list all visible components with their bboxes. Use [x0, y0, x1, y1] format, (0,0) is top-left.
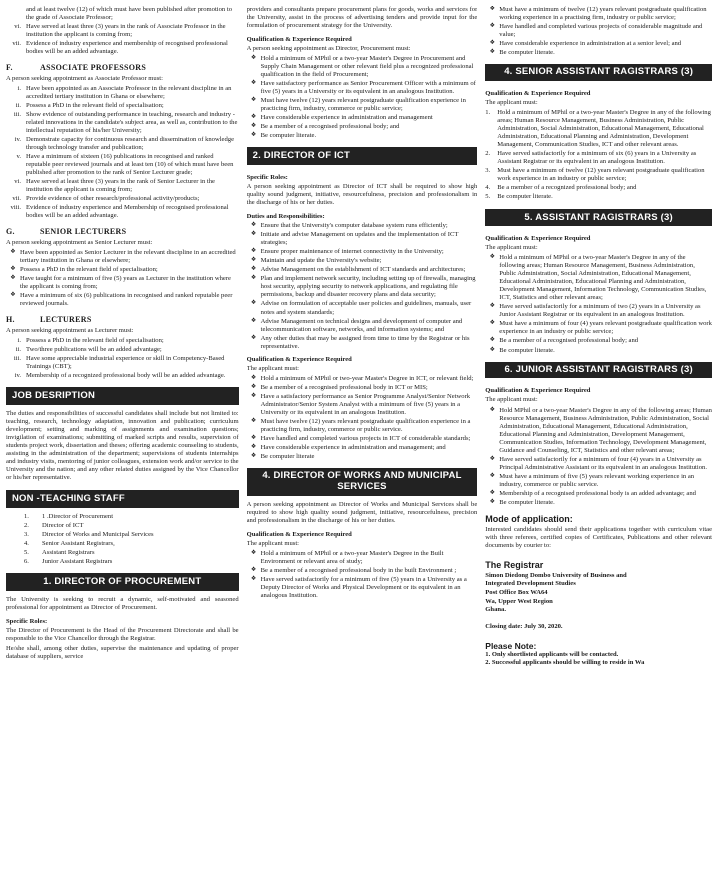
diamond-bullet-icon: ❖: [489, 303, 495, 310]
associate-professors-heading: F. ASSOCIATE PROFESSORS: [6, 63, 147, 73]
procurement-qualification-intro: A person seeking appointment as Director, Procurement must:: [246, 45, 411, 53]
diamond-bullet-icon: ❖: [10, 275, 16, 282]
list-item: ❖ Advise on formulation of acceptable user policies and guidelines, manuals, user notes and system standards;: [247, 300, 478, 316]
registrar-address-line: Post Office Box WA64: [485, 589, 548, 597]
works-qualification-continued: [485, 6, 712, 58]
diamond-bullet-icon: ❖: [10, 249, 16, 256]
procurement-roles-text-2: He/she shall, among other duties, supervise the maintenance and updating of proper database of suppliers, service: [6, 644, 239, 660]
jar-qualification-intro: The applicant must:: [485, 396, 538, 404]
list-item: ❖ Hold MPhil or a two-year Master's Degree in any of the following areas; Human Resource Management, Business Administration, Public Administration, Social Administration, Educational Management, Educational Administration, Educational Planning and Administration, Development Management, Communication Studies, Information Technology, Development Management, Guidance and Counseling, ICT, Statistics and other relevant areas;: [485, 407, 712, 455]
director-ict-banner: 2. DIRECTOR OF ICT: [247, 147, 478, 165]
note-line: 1. Only shortlisted applicants will be contacted.: [485, 651, 619, 659]
list-item: ❖ Advise Management on technical designs and development of computer and telecommunication software, networks, and information systems; and: [247, 318, 478, 334]
diamond-bullet-icon: ❖: [250, 453, 257, 460]
ar-qualification-list: [485, 254, 712, 355]
senior-intro: A person seeking appointment as Senior Lecturer must:: [6, 239, 153, 247]
non-teaching-list: [6, 513, 239, 567]
list-item: ❖ Have considerable experience in administration and management; and: [247, 444, 478, 452]
ict-duties-heading: Duties and Responsibilities:: [246, 213, 325, 221]
diamond-bullet-icon: ❖: [250, 374, 257, 381]
ar-qualification-intro: The applicant must:: [485, 244, 538, 252]
list-item: ❖ Maintain and update the University's website;: [247, 257, 478, 265]
diamond-bullet-icon: ❖: [250, 123, 257, 130]
list-item: iv. Demonstrate capacity for continuous research and dissemination of knowledge through technology transfer and publication;: [14, 136, 235, 152]
list-item: ❖ Hold a minimum of MPhil or a two-year Master's Degree in the Built Environment or relevant area of study;: [247, 550, 478, 566]
diamond-bullet-icon: ❖: [250, 392, 257, 399]
list-item: ii. Possess a PhD in the relevant field of specialisation;: [15, 102, 164, 110]
list-item: ii. Two/three publications will be an added advantage;: [15, 346, 162, 354]
diamond-bullet-icon: ❖: [489, 6, 495, 12]
diamond-bullet-icon: ❖: [250, 443, 257, 450]
list-item: ❖ Must have twelve (12) years relevant postgraduate qualification experience in a practicing firm, industry, commerce or public service.: [247, 418, 478, 434]
list-item: 3. Director of Works and Municipal Services: [24, 530, 154, 538]
note-line: 2. Successful applicants should be willing to reside in Wa: [485, 659, 645, 667]
list-item: ❖ Have served satisfactorily for a minimum of two (2) years in a University as Junior Assistant Registrar or its equivalent in an analogous Institution.: [485, 303, 712, 319]
list-item: ❖ Be computer literate.: [247, 132, 478, 140]
non-teaching-banner: NON -TEACHING STAFF: [6, 490, 239, 508]
diamond-bullet-icon: ❖: [250, 248, 257, 255]
sar-qualification-intro: The applicant must:: [485, 99, 538, 107]
diamond-bullet-icon: ❖: [489, 40, 495, 47]
list-item: ❖ Have satisfactory performance as Senior Procurement Officer with a minimum of five (5) years in a University or its equivalent in an analogous Institution.: [247, 80, 478, 96]
diamond-bullet-icon: ❖: [250, 222, 257, 229]
list-item: vi. Have served at least three (3) years in the rank of Associate Professor in the institution the applicant is coming from;: [14, 23, 226, 39]
list-item: ❖ Ensure proper maintenance of internet connectivity in the University;: [247, 248, 478, 256]
list-item: ❖ Be a member of a recognised professional body in ICT or MIS;: [247, 384, 478, 392]
senior-assistant-registrars-banner: 4. SENIOR ASSISTANT RAGISTRARS (3): [485, 64, 712, 81]
list-item: ❖ Must have a minimum of twelve (12) years relevant postgraduate qualification working experience in a practising firm, industry or public service;: [485, 6, 712, 22]
ict-roles-heading: Specific Roles:: [246, 174, 288, 182]
list-item: ❖ Must have twelve (12) years relevant postgraduate qualification experience in practicing firm, industry, commerce or public service;: [247, 97, 478, 113]
registrar-address-line: Wa, Upper West Region: [485, 597, 553, 605]
list-item: i. Possess a PhD in the relevant field of specialisation;: [17, 337, 164, 345]
closing-date: Closing date: July 30, 2020.: [485, 622, 563, 630]
associate-requirements: [6, 85, 239, 222]
list-item: vii. Provide evidence of other research/professional activity/products;: [12, 195, 200, 203]
diamond-bullet-icon: ❖: [250, 275, 257, 282]
list-item: ❖ Plan and implement network security, including setting up of firewalls, managing host security, applying security to network applications, and regulating file permissions, backup and disaster recovery plans and data security;: [247, 275, 478, 299]
diamond-bullet-icon: ❖: [489, 455, 495, 462]
diamond-bullet-icon: ❖: [10, 292, 16, 299]
diamond-bullet-icon: ❖: [489, 406, 495, 413]
list-item: viii. Evidence of industry experience and Membership of recognised professional bodies will be an added advantage.: [10, 204, 229, 220]
list-item: 2. Have served satisfactorily for a minimum of six (6) years in a University as Assistant Registrar or its equivalent in an analogous Institution.: [485, 150, 697, 166]
senior-requirements: [6, 249, 239, 309]
list-item: and at least twelve (12) of which must have been published after promotion to the grade of Associate Professor;: [26, 6, 232, 22]
column-3: [485, 6, 712, 886]
list-item: ❖ Have considerable experience in administration and management: [247, 114, 478, 122]
diamond-bullet-icon: ❖: [250, 317, 257, 324]
diamond-bullet-icon: ❖: [489, 49, 495, 56]
list-item: ❖ Have a satisfactory performance as Senior Programme Analyst/Senior Network Administrator/Senior System Analyst with a minimum of five (5) years in a University or its equivalent in an analogous Institution.: [247, 393, 478, 417]
list-item: ❖ Must have a minimum of five (5) years relevant working experience in an industry, commerce or public service.: [485, 473, 712, 489]
diamond-bullet-icon: ❖: [250, 97, 257, 104]
please-note-heading: Please Note:: [485, 640, 537, 651]
jar-qualification-list: [485, 407, 712, 508]
procurement-qualification-list: [247, 55, 478, 141]
list-item: ❖ Advise Management on the establishment of ICT standards and architectures;: [247, 266, 478, 274]
list-item: ❖ Be computer literate: [247, 453, 478, 461]
list-item: iii. Show evidence of outstanding performance in teaching, research and industry - related innovations in the candidate's subject area, as well as, contribution to the intellectual reputation of his/her University;: [13, 111, 238, 135]
list-item: v. Have a minimum of sixteen (16) publications in recognised and ranked reputable peer reviewed journals and at least ten (10) of which must have been published after promotion to the rank of Senior Lecturer grade;: [16, 153, 234, 177]
diamond-bullet-icon: ❖: [250, 334, 257, 341]
list-item: ❖ Have served satisfactorily for a minimum of five (5) years in a University as a Deputy Director of Works and Physical Development or its equivalent in an analogous Institution.: [247, 576, 478, 600]
diamond-bullet-icon: ❖: [489, 498, 495, 505]
registrar-heading: The Registrar: [485, 559, 544, 570]
diamond-bullet-icon: ❖: [250, 231, 257, 238]
procurement-roles-continued: providers and consultants prepare procurement plans for goods, works and services for the University, assist in the process of advertising tenders and provide input for the formulation of procurement strategy for the University.: [246, 6, 478, 30]
column-2: [247, 6, 478, 886]
ict-qualification-heading: Qualification & Experience Required: [246, 355, 352, 363]
list-item: ❖ Must have a minimum of four (4) years relevant postgraduate qualification work experience in an industry or public service;: [485, 320, 712, 336]
list-item: ❖ Be computer literate.: [485, 49, 712, 57]
diamond-bullet-icon: ❖: [489, 489, 495, 496]
diamond-bullet-icon: ❖: [250, 114, 257, 121]
list-item: ❖ Hold a minimum of MPhil or a two-year Master's Degree in any of the following areas; Human Resource Management, Business Administration, Public Administration, Social Administration, Educational Management, Educational Administration, Educational Planning and Administration, Development Management, Information Technology, Communication Studies, ICT, Statistics and other relevant areas;: [485, 254, 712, 302]
list-item: ❖ Have taught for a minimum of five (5) years as Lecturer in the institution where the applicant is coming from;: [6, 275, 239, 291]
lecturers-requirements: [6, 337, 239, 381]
list-item: ❖ Have a minimum of six (6) publications in recognised and ranked reputable peer reviewed journals.: [6, 292, 239, 308]
list-item: ❖ Be a member of a recognised professional body in the built Environment ;: [247, 567, 478, 575]
list-item: 4. Senior Assistant Registrars,: [24, 539, 115, 547]
list-item: 2. Director of ICT: [24, 521, 84, 529]
list-item: i. Have been appointed as an Associate Professor in the relevant discipline in an accredited tertiary institution in Ghana or elsewhere;: [17, 84, 232, 100]
ict-qualification-list: [247, 375, 478, 462]
list-item: 3. Must have a minimum of twelve (12) years relevant postgraduate qualification work experience in an industry or public service;: [485, 167, 705, 183]
diamond-bullet-icon: ❖: [489, 23, 495, 30]
list-item: ❖ Hold a minimum of MPhil or two-year Master's Degree in ICT, or relevant field;: [247, 375, 478, 383]
diamond-bullet-icon: ❖: [489, 472, 495, 479]
diamond-bullet-icon: ❖: [489, 254, 495, 261]
list-item: ❖ Be a member of a recognised professional body; and: [485, 337, 712, 345]
list-item: ❖ Have been appointed as Senior Lecturer in the relevant discipline in an accredited tertiary institution in Ghana or elsewhere;: [6, 249, 239, 265]
junior-assistant-registrars-banner: 6. JUNIOR ASSISTANT RAGISTRARS (3): [485, 362, 712, 379]
list-item: ❖ Possess a PhD in the relevant field of specialisation;: [6, 266, 239, 274]
list-item: iv. Membership of a recognized professional body will be an added advantage.: [14, 372, 226, 380]
list-item: ❖ Have handled and completed various projects in ICT of considerable standards;: [247, 435, 478, 443]
works-qualification-list: [247, 550, 478, 601]
diamond-bullet-icon: ❖: [250, 434, 257, 441]
director-works-banner: 4. DIRECTOR OF WORKS AND MUNICIPAL SERVICES: [247, 468, 478, 496]
diamond-bullet-icon: ❖: [250, 550, 257, 557]
diamond-bullet-icon: ❖: [250, 55, 257, 62]
lecturers-heading: H. LECTURERS: [6, 315, 92, 325]
procurement-roles-text: The Director of Procurement is the Head of the Procurement Directorate and shall be responsible to the Vice Chancellor through the Registrar.: [6, 626, 239, 642]
works-qualification-intro: The applicant must:: [246, 540, 299, 548]
procurement-intro: The University is seeking to recruit a dynamic, self-motivated and seasoned professional for appointment as Director of Procurement.: [6, 595, 239, 611]
assistant-registrars-banner: 5. ASSISTANT RAGISTRARS (3): [485, 209, 712, 227]
job-description-banner: JOB DESRIPTION: [6, 387, 239, 405]
list-item: ❖ Be a member of a recognised professional body; and: [247, 123, 478, 131]
sar-qualification-heading: Qualification & Experience Required: [485, 90, 591, 98]
list-item: vi. Have served at least three (3) years in the rank of Senior Lecturer in the institution the applicant is coming from;: [14, 178, 215, 194]
column-1: [6, 6, 239, 886]
list-item: ❖ Have handled and completed various projects of considerable magnitude and value;: [485, 23, 712, 39]
sar-qualification-list: [485, 109, 712, 202]
associate-intro: A person seeking appointment as Associate Professor must:: [6, 74, 163, 82]
ict-qualification-intro: The applicant must:: [246, 364, 299, 372]
list-item: ❖ Membership of a recognised professional body is an added advantage; and: [485, 490, 712, 498]
lecturers-intro: A person seeking appointment as Lecturer must:: [6, 327, 134, 335]
diamond-bullet-icon: ❖: [489, 320, 495, 327]
diamond-bullet-icon: ❖: [250, 257, 257, 264]
diamond-bullet-icon: ❖: [250, 132, 257, 139]
diamond-bullet-icon: ❖: [10, 266, 16, 273]
ar-qualification-heading: Qualification & Experience Required: [485, 235, 591, 243]
list-item: ❖ Any other duties that may be assigned from time to time by the Registrar or his representative.: [247, 335, 478, 351]
diamond-bullet-icon: ❖: [250, 300, 257, 307]
diamond-bullet-icon: ❖: [250, 266, 257, 273]
prof-continued-list: [6, 6, 239, 57]
registrar-address-line: Integrated Development Studies: [485, 580, 576, 588]
director-procurement-banner: 1. DIRECTOR OF PROCUREMENT: [6, 573, 239, 591]
list-item: ❖ Hold a minimum of MPhil or a two-year Master's Degree in Procurement and Supply Chain Management or other relevant field plus a recognized professional qualification in the field of Procurement;: [247, 55, 478, 79]
mode-of-application-heading: Mode of application:: [485, 513, 573, 524]
list-item: ❖ Be computer literate.: [485, 499, 712, 507]
jar-qualification-heading: Qualification & Experience Required: [485, 387, 591, 395]
ict-duties-list: [247, 222, 478, 351]
diamond-bullet-icon: ❖: [250, 567, 257, 574]
list-item: ❖ Have served satisfactorily for a minimum of four (4) years in a University as Principal Administrative Assistant or its equivalent in an analogous Institution.: [485, 456, 712, 472]
diamond-bullet-icon: ❖: [250, 383, 257, 390]
senior-lecturers-heading: G. SENIOR LECTURERS: [6, 227, 127, 237]
registrar-address-line: Simon Diedong Dombo University of Business and: [485, 571, 627, 579]
list-item: ❖ Have considerable experience in administration at a senior level; and: [485, 40, 712, 48]
diamond-bullet-icon: ❖: [250, 80, 257, 87]
list-item: iii. Have some appreciable industrial experience or skill in Competency-Based Trainings (CBT);: [13, 355, 225, 371]
mode-of-application-text: Interested candidates should send their applications together with curriculum vitae with three referees, certified copies of Certificates, Publications and other relevant documents by courier to:: [485, 525, 712, 549]
diamond-bullet-icon: ❖: [489, 346, 495, 353]
list-item: 5. Be computer literate.: [485, 193, 553, 201]
list-item: 4. Be a member of a recognized professional body; and: [485, 184, 637, 192]
works-intro: A person seeking appointment as Director of Works and Municipal Services shall be required to show high quality sound judgment, initiative, resourcefulness, precision and professionalism in the discharge of his or her duties.: [246, 500, 478, 524]
job-description-text: The duties and responsibilities of successful candidates shall include but not limited to: teaching, research, technology adaptation, innovation and publication; curriculum development; setting and marking of assignments and examination questions; invigilation of examinations; submitting of marked scripts and results, supervision of students project work, dissertation and theses; offering academic counseling to students, assisting in the administration of the department; supervisions of students internships and industry visits, mentoring of junior colleagues, extension work and/or service to the University and the nation; and any other related duties assigned by the Vice Chancellor or his/her representative.: [6, 409, 239, 482]
procurement-roles-heading: Specific Roles:: [6, 617, 48, 625]
works-qualification-heading: Qualification & Experience Required: [246, 530, 352, 538]
diamond-bullet-icon: ❖: [489, 337, 495, 344]
registrar-address-line: Ghana.: [485, 606, 506, 614]
procurement-qualification-heading: Qualification & Experience Required: [246, 36, 352, 44]
list-item: 1. Hold a minimum of MPhil or a two-year Master's Degree in any of the following areas; Human Resource Management, Business Administration, Public Administration, Social Administration, Educational Management, Educational Administration, Educational Planning and Administration, Development Management, Communication Studies, ICT and other relevant areas.: [485, 109, 711, 149]
list-item: 1. 1 .Director of Procurement: [24, 512, 114, 520]
diamond-bullet-icon: ❖: [250, 417, 257, 424]
diamond-bullet-icon: ❖: [250, 576, 257, 583]
ict-roles-text: A person seeking appointment as Director of ICT shall be required to show high quality sound judgment, initiative, resourcefulness, precision and professionalism in the discharge of his or her duties.: [246, 183, 478, 207]
list-item: 5. Assistant Registrars: [24, 548, 95, 556]
list-item: vii. Evidence of industry experience and membership of recognised professional bodies will be an added advantage.: [12, 40, 228, 56]
list-item: ❖ Ensure that the University's computer database system runs efficiently;: [247, 222, 478, 230]
list-item: 6. Junior Assistant Registrars: [24, 558, 113, 565]
list-item: ❖ Be computer literate.: [485, 347, 712, 355]
list-item: ❖ Initiate and advise Management on updates and the implementation of ICT strategies;: [247, 231, 478, 247]
